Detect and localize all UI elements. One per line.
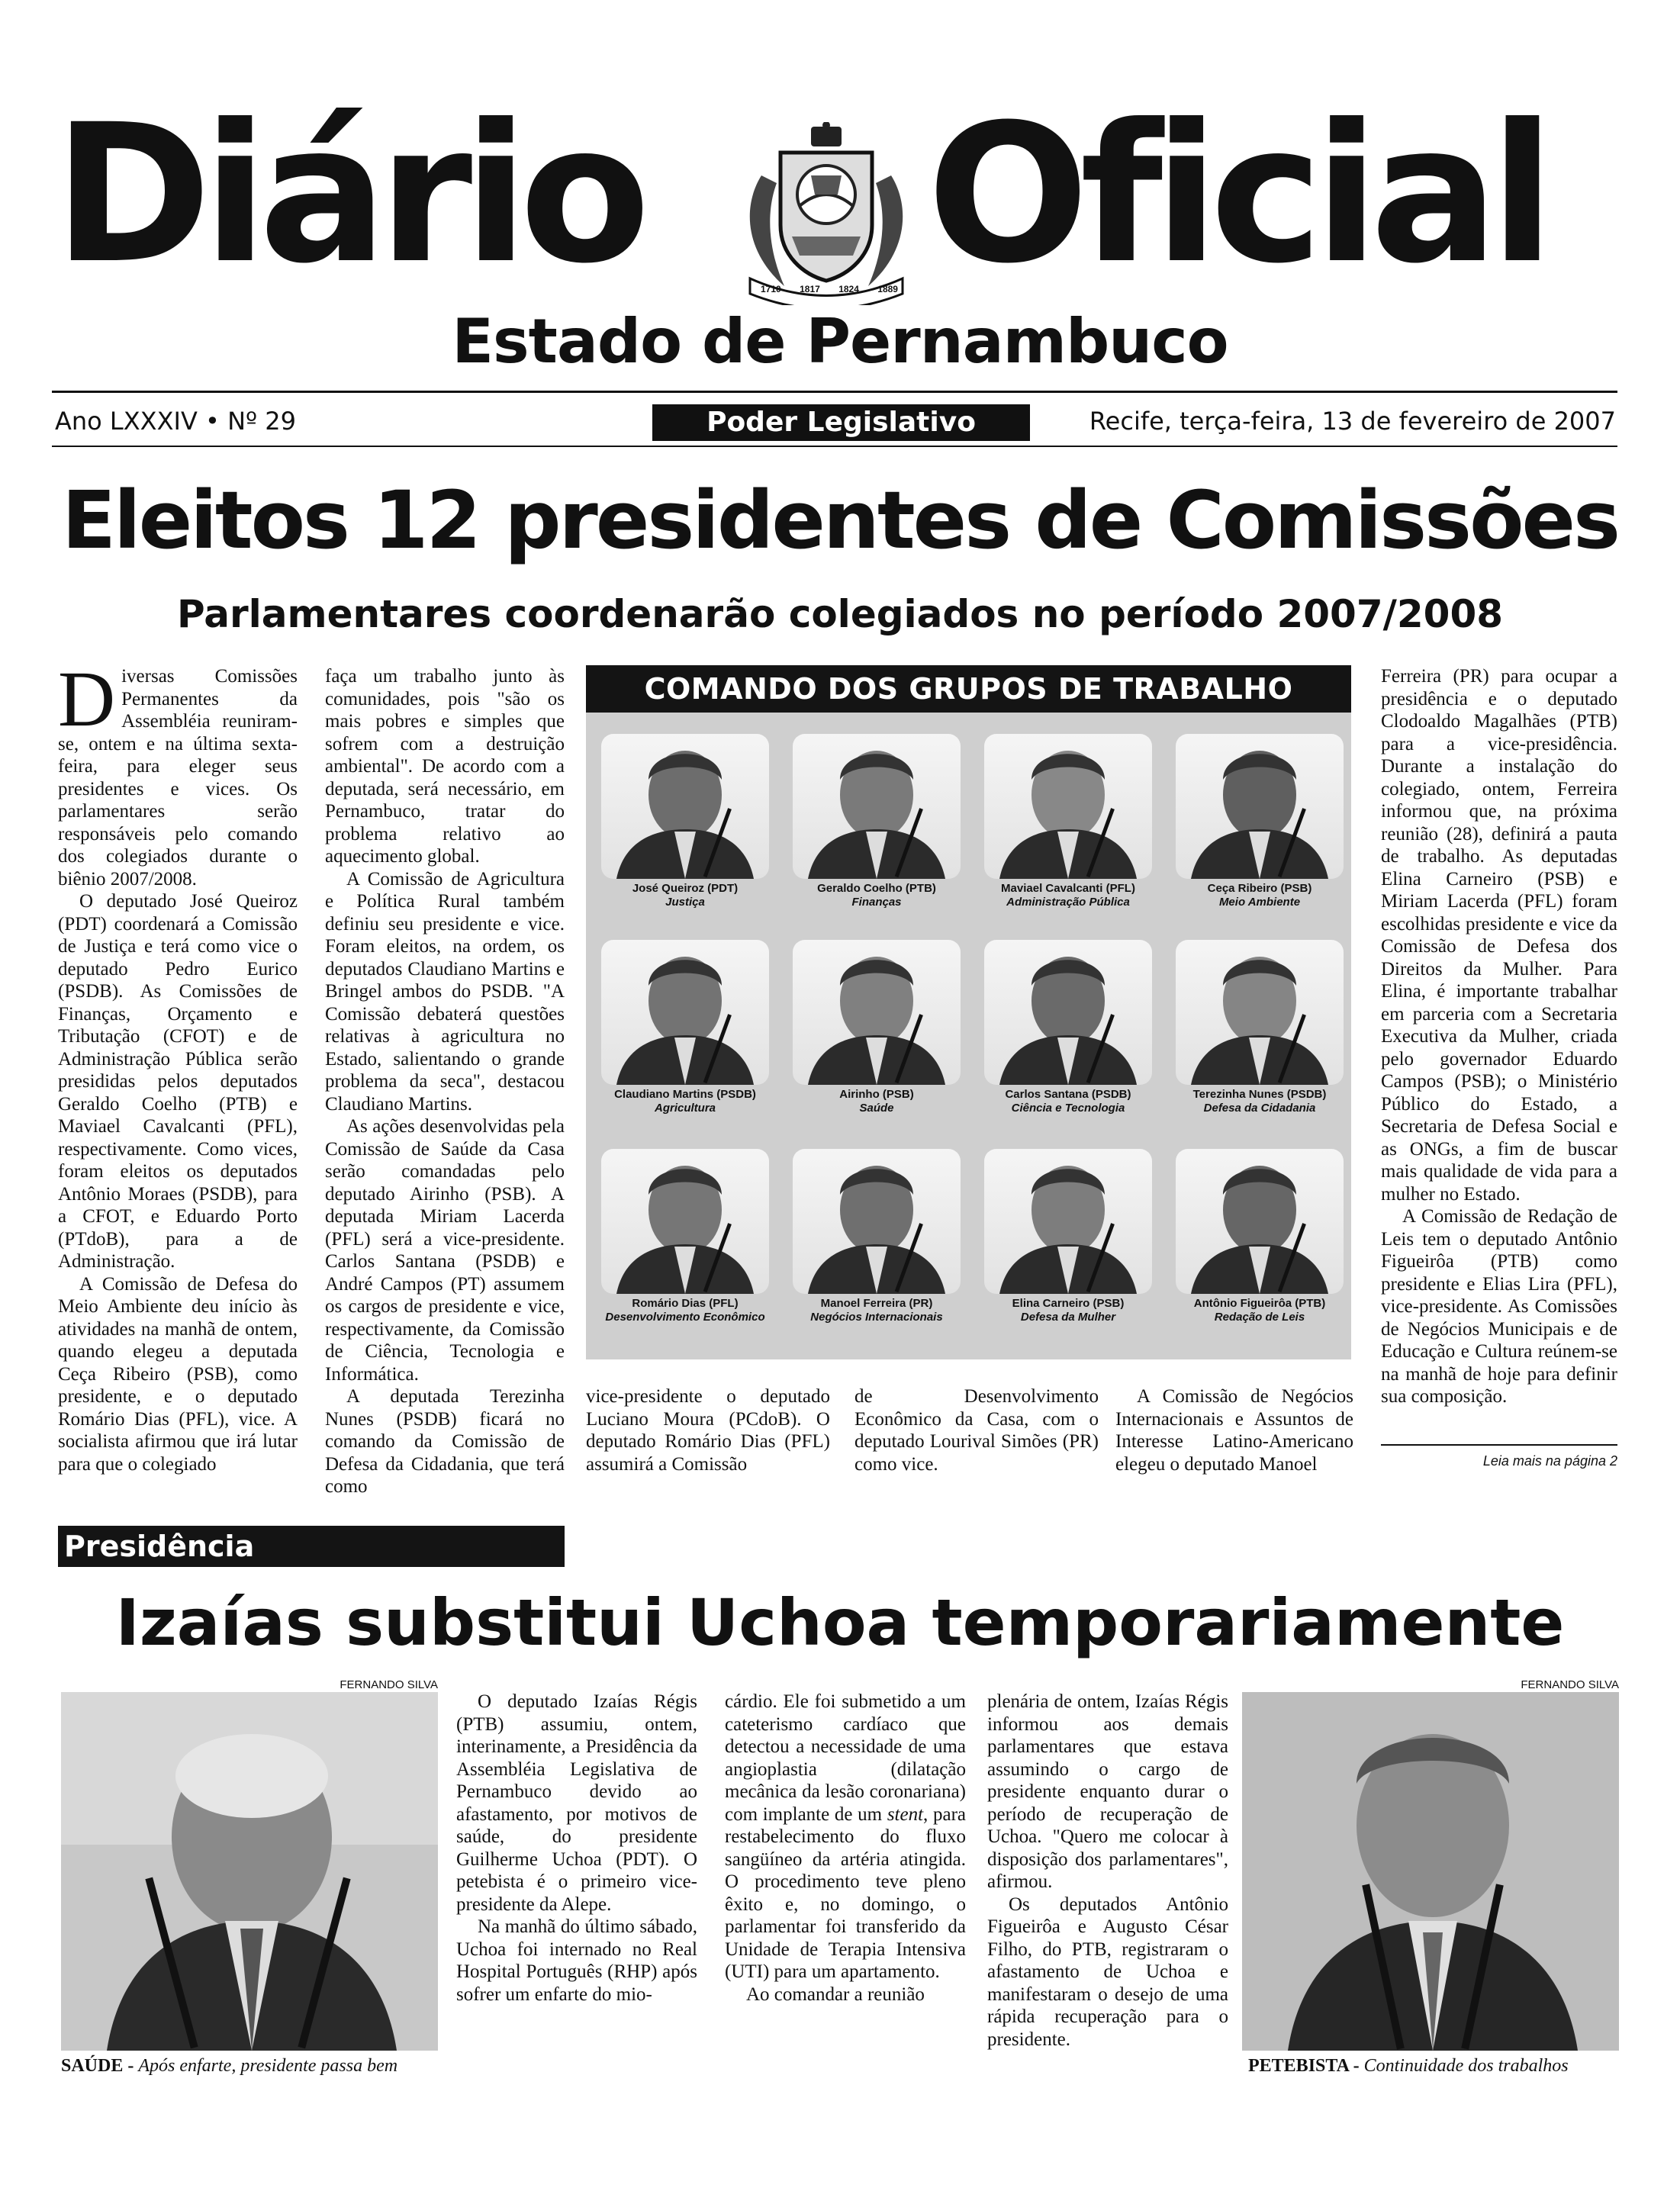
person-name: Romário Dias (PFL) xyxy=(632,1297,739,1310)
paragraph: A Comissão de Redação de Leis tem o deputado Antônio Figueirôa (PTB) como presidente e Elias Lira (PFL), vice-presidente. As Comissões de Negócios Municipais e de Educação e Cultura reúnem-se na manhã de hoje para definir sua composição. xyxy=(1381,1206,1617,1407)
person-name: Airinho (PSB) xyxy=(839,1088,914,1101)
second-column-3 xyxy=(987,1691,1228,2051)
portrait-icon xyxy=(793,1149,961,1294)
portrait-icon xyxy=(984,734,1152,879)
paragraph: O deputado Izaías Régis (PTB) assumiu, ontem, interinamente, a Presidência da Assembléia Legislativa de Pernambuco devido ao afastamento, por motivos de saúde, do presidente Guilherme Uchoa (PDT). O petebista é o primeiro vice-presidente da Alepe. xyxy=(456,1691,697,1915)
portrait-icon xyxy=(1176,1149,1344,1294)
caption-text: Continuidade dos trabalhos xyxy=(1363,2056,1569,2076)
portrait-icon xyxy=(601,940,769,1085)
person-committee: Administração Pública xyxy=(1006,896,1130,909)
continued-link[interactable]: Leia mais na página 2 xyxy=(1381,1444,1617,1469)
person-photo xyxy=(1176,940,1344,1085)
text-run: , para restabelecimento do fluxo sangüíneo da artéria atingida. O procedimento teve pleno êxito e, no domingo, o parlamentar foi transferido da Unidade de Terapia Intensiva (UTI) para um apartamento. xyxy=(725,1803,966,1982)
paragraph xyxy=(725,1691,966,1983)
person-card xyxy=(793,1149,961,1324)
person-name: Terezinha Nunes (PSDB) xyxy=(1192,1088,1327,1101)
section-label: Presidência xyxy=(58,1526,565,1567)
second-headline: Izaías substitui Uchoa temporariamente xyxy=(115,1585,1565,1660)
divider xyxy=(52,446,1617,447)
portrait-icon xyxy=(984,1149,1152,1294)
lead-column-2 xyxy=(325,665,565,1498)
person-committee: Negócios Internacionais xyxy=(810,1311,943,1324)
person-photo xyxy=(793,734,961,879)
person-photo xyxy=(793,940,961,1085)
masthead-title-left: Diário xyxy=(53,83,642,305)
person-committee: Meio Ambiente xyxy=(1218,896,1301,909)
caption-label: PETEBISTA - xyxy=(1248,2056,1360,2076)
portrait-icon xyxy=(601,734,769,879)
person-name: Claudiano Martins (PSDB) xyxy=(614,1088,756,1101)
paragraph: iversas Comissões Permanentes da Assembléia reuniram-se, ontem e na última sexta-feira, para eleger seus presidentes e vices. Os parlamentares serão responsáveis pelo comando dos colegiados durante o biênio 2007/2008. xyxy=(58,666,298,890)
person-card xyxy=(601,940,769,1115)
caption-label: SAÚDE - xyxy=(61,2056,134,2076)
caption-text: Após enfarte, presidente passa bem xyxy=(138,2056,398,2076)
paragraph: A Comissão de Negócios Internacionais e Assuntos de Interesse Latino-Americano elegeu o deputado Manoel xyxy=(1115,1386,1353,1475)
dateline: Recife, terça-feira, 13 de fevereiro de 2007 xyxy=(1089,407,1616,436)
portrait-icon xyxy=(1176,940,1344,1085)
person-card xyxy=(1176,1149,1344,1324)
portrait-icon xyxy=(793,940,961,1085)
person-photo xyxy=(1176,734,1344,879)
person-card xyxy=(601,1149,769,1324)
person-name: Geraldo Coelho (PTB) xyxy=(817,882,936,895)
seal-year: 1824 xyxy=(838,284,859,294)
paragraph: Os deputados Antônio Figueirôa e Augusto César Filho, do PTB, registraram o afastamento de Uchoa e manifestaram o desejo de uma rápida recuperação para o presidente. xyxy=(987,1893,1228,2050)
paragraph: A Comissão de Agricultura e Política Rural também definiu seu presidente e vice. Foram eleitos, na ordem, os deputados Claudiano Martins e Bringel ambos do PSDB. "A Comissão debaterá questões relativas à agricultura no Estado, salientando o grande problema da seca", destacou Claudiano Martins. xyxy=(325,868,565,1115)
seal-year: 1817 xyxy=(800,284,820,294)
lead-column-5 xyxy=(1115,1385,1353,1475)
person-photo xyxy=(601,940,769,1085)
portrait-icon xyxy=(793,734,961,879)
person-photo xyxy=(601,734,769,879)
person-card xyxy=(1176,940,1344,1115)
speaker-photo-icon xyxy=(1242,1692,1619,2051)
portrait-icon xyxy=(1176,734,1344,879)
person-name: Elina Carneiro (PSB) xyxy=(1012,1297,1125,1310)
person-name: Manoel Ferreira (PR) xyxy=(820,1297,933,1310)
paragraph: de Desenvolvimento Econômico da Casa, com o deputado Lourival Simões (PR) como vice. xyxy=(854,1386,1099,1475)
lead-column-4 xyxy=(854,1385,1099,1475)
photo-caption xyxy=(61,2057,397,2075)
person-committee: Finanças xyxy=(851,896,902,909)
person-committee: Redação de Leis xyxy=(1214,1311,1305,1324)
lead-column-3 xyxy=(586,1385,830,1475)
person-card xyxy=(1176,734,1344,909)
person-photo xyxy=(793,1149,961,1294)
person-committee: Saúde xyxy=(859,1102,894,1115)
person-card xyxy=(984,1149,1152,1324)
lead-column-6 xyxy=(1381,665,1617,1408)
person-name: José Queiroz (PDT) xyxy=(632,882,739,895)
seal-year: 1710 xyxy=(761,284,781,294)
section-banner: Poder Legislativo xyxy=(652,404,1030,441)
masthead-subtitle: Estado de Pernambuco xyxy=(452,306,1228,377)
photo-box-title: COMANDO DOS GRUPOS DE TRABALHO xyxy=(586,665,1351,713)
portrait-icon xyxy=(984,940,1152,1085)
dropcap: D xyxy=(58,655,116,743)
paragraph: O deputado José Queiroz (PDT) coordenará a Comissão de Justiça e terá como vice o deputado Pedro Eurico (PSDB). As Comissões de Finanças, Orçamento e Tributação (CFOT) e de Administração Pública serão presididas pelos deputados Geraldo Coelho (PTB) e Maviael Cavalcanti (PFL), respectivamente. Como vices, foram eleitos os deputados Antônio Moraes (PSDB), para a CFOT, e Eduardo Porto (PTdoB), para a de Administração. xyxy=(58,891,298,1272)
paragraph: faça um trabalho junto às comunidades, pois "são os mais pobres e simples que sofrem com a destruição ambiental". De acordo com a deputada, será necessário, em Pernambuco, tratar do problema relativo ao aquecimento global. xyxy=(325,666,565,867)
edition-number: Ano LXXXIV • Nº 29 xyxy=(55,407,296,436)
paragraph: Na manhã do último sábado, Uchoa foi internado no Real Hospital Português (RHP) após sofrer um enfarte do mio- xyxy=(456,1916,697,2005)
photo-caption xyxy=(1248,2057,1569,2075)
paragraph: A deputada Terezinha Nunes (PSDB) ficará no comando da Comissão de Defesa da Cidadania, que terá como xyxy=(325,1386,565,1497)
photo-izaias xyxy=(1242,1692,1619,2051)
lead-column-1 xyxy=(58,655,298,1475)
paragraph: A Comissão de Defesa do Meio Ambiente deu início às atividades na manhã de ontem, quando elegeu a deputada Ceça Ribeiro (PSB), como presidente, e o deputado Romário Dias (PFL), vice. A socialista afirmou que irá lutar para que o colegiado xyxy=(58,1273,298,1475)
lead-subheadline: Parlamentares coordenarão colegiados no período 2007/2008 xyxy=(176,592,1504,636)
person-name: Ceça Ribeiro (PSB) xyxy=(1207,882,1312,895)
portrait-icon xyxy=(601,1149,769,1294)
person-card xyxy=(793,940,961,1115)
person-name: Carlos Santana (PSDB) xyxy=(1005,1088,1131,1101)
person-photo xyxy=(1176,1149,1344,1294)
person-name: Antônio Figueirôa (PTB) xyxy=(1193,1297,1326,1310)
second-column-2 xyxy=(725,1691,966,2006)
paragraph: Ferreira (PR) para ocupar a presidência e o deputado Clodoaldo Magalhães (PTB) para a vice-presidência. Durante a instalação do colegiado, ontem, Ferreira informou que, na próxima reunião (28), definirá a pauta de trabalho. As deputadas Elina Carneiro (PSB) e Miriam Lacerda (PFL) foram escolhidas presidente e vice da Comissão de Defesa dos Direitos da Mulher. Para Elina, é importante trabalhar em parceria com a Secretaria Executiva da Mulher, criada pelo governador Eduardo Campos (PSB); o Ministério Público do Estado, a Secretaria de Defesa Social e as ONGs, a fim de buscar mais qualidade de vida para a mulher no Estado. xyxy=(1381,666,1617,1205)
person-committee: Agricultura xyxy=(654,1102,716,1115)
person-committee: Desenvolvimento Econômico xyxy=(605,1311,765,1324)
state-coat-of-arms-icon xyxy=(739,122,914,305)
person-card xyxy=(793,734,961,909)
seal-year: 1889 xyxy=(877,284,898,294)
person-committee: Justiça xyxy=(665,896,705,909)
photo-credit: FERNANDO SILVA xyxy=(1521,1678,1619,1691)
italic-term: stent xyxy=(887,1803,924,1825)
speaker-photo-icon xyxy=(61,1692,438,2051)
person-committee: Ciência e Tecnologia xyxy=(1011,1102,1125,1115)
photo-credit: FERNANDO SILVA xyxy=(340,1678,438,1691)
paragraph: vice-presidente o deputado Luciano Moura (PCdoB). O deputado Romário Dias (PFL) assumirá a Comissão xyxy=(586,1386,830,1475)
photo-uchoa xyxy=(61,1692,438,2051)
lead-headline: Eleitos 12 presidentes de Comissões xyxy=(62,474,1618,567)
person-photo xyxy=(984,734,1152,879)
person-photo xyxy=(984,1149,1152,1294)
person-card xyxy=(601,734,769,909)
person-card xyxy=(984,940,1152,1115)
second-column-1 xyxy=(456,1691,697,2006)
person-name: Maviael Cavalcanti (PFL) xyxy=(1001,882,1135,895)
text-run: cárdio. Ele foi submetido a um cateterismo cardíaco que detectou a necessidade de uma angioplastia (dilatação mecânica da lesão coronariana) com implante de um xyxy=(725,1691,966,1825)
person-card xyxy=(984,734,1152,909)
masthead-title-right: Oficial xyxy=(927,83,1546,305)
person-photo xyxy=(601,1149,769,1294)
person-committee: Defesa da Cidadania xyxy=(1203,1102,1316,1115)
divider xyxy=(52,391,1617,393)
photo-box xyxy=(586,665,1351,1359)
person-committee: Defesa da Mulher xyxy=(1020,1311,1116,1324)
paragraph: plenária de ontem, Izaías Régis informou aos demais parlamentares que estava assumindo o cargo de presidente enquanto durar o período de recuperação de Uchoa. "Quero me colocar à disposição dos parlamentares", afirmou. xyxy=(987,1691,1228,1892)
person-photo xyxy=(984,940,1152,1085)
paragraph: As ações desenvolvidas pela Comissão de Saúde da Casa serão comandadas pelo deputado Airinho (PSB). A deputada Miriam Lacerda (PFL) será a vice-presidente. Carlos Santana (PSDB) e André Campos (PT) assumem os cargos de presidente e vice, respectivamente, da Comissão de Ciência, Tecnologia e Informática. xyxy=(325,1116,565,1385)
paragraph: Ao comandar a reunião xyxy=(746,1983,925,2005)
